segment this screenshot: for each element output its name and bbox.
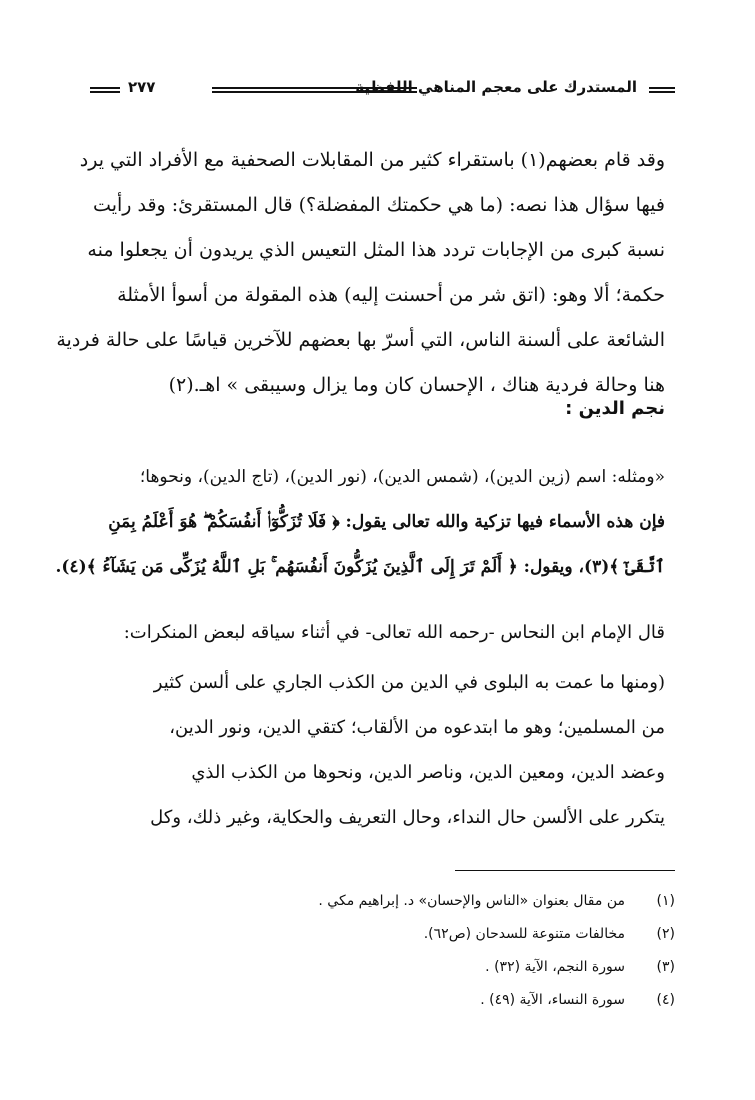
section-heading: نجم الدين : xyxy=(565,398,665,419)
quran-line: فإن هذه الأسماء فيها تزكية والله تعالى يقول: ﴿ فَلَا تُزَكُّوٓا۟ أَنفُسَكُمْ ۖ هُوَ أَعْلَمُ بِمَنِ xyxy=(108,512,665,532)
footnote-text: سورة النساء، الآية (٤٩) . xyxy=(480,992,625,1008)
text-line: قال الإمام ابن النحاس -رحمه الله تعالى- في أثناء سياقه لبعض المنكرات: xyxy=(123,622,665,643)
footnote xyxy=(115,893,675,926)
header-dash-left xyxy=(90,87,120,93)
footnote-separator xyxy=(455,870,675,871)
footnote xyxy=(115,992,675,1025)
text-line: نسبة كبرى من الإجابات تردد هذا المثل التعيس الذي يريدون أن يجعلوا منه xyxy=(87,239,665,261)
text-line: «ومثله: اسم (زين الدين)، (شمس الدين)، (نور الدين)، (تاج الدين)، ونحوها؛ xyxy=(139,467,665,487)
footnote-number: (٢) xyxy=(656,926,675,942)
footnote-text: سورة النجم، الآية (٣٢) . xyxy=(485,959,625,975)
text-line: الشائعة على ألسنة الناس، التي أسرّ بها بعضهم للآخرين قياسًا على حالة فردية xyxy=(56,329,665,351)
paragraph-2 xyxy=(55,455,665,590)
header-dash-right xyxy=(649,87,675,93)
footnote-number: (١) xyxy=(656,893,675,909)
quran-line: ٱتَّقَىٰٓ ﴾(٣)، ويقول: ﴿ أَلَمْ تَرَ إِلَى ٱلَّذِينَ يُزَكُّونَ أَنفُسَهُم ۚ بَلِ ٱللَّهُ يُزَكِّى مَن يَشَآءُ ﴾(٤). xyxy=(55,557,665,577)
footnote xyxy=(115,959,675,992)
page-header xyxy=(90,78,675,114)
paragraph-1 xyxy=(56,138,665,408)
page-number: ٢٧٧ xyxy=(128,78,156,96)
text-line: وعضد الدين، ومعين الدين، وناصر الدين، ونحوها من الكذب الذي xyxy=(191,762,665,783)
footnote-text: مخالفات متنوعة للسدحان (ص٦٢). xyxy=(423,926,625,942)
footnote xyxy=(115,926,675,959)
text-line: يتكرر على الألسن حال النداء، وحال التعريف والحكاية، وغير ذلك، وكل xyxy=(150,807,665,828)
text-line: (ومنها ما عمت به البلوى في الدين من الكذب الجاري على ألسن كثير xyxy=(153,672,665,693)
text-line: حكمة؛ ألا وهو: (اتق شر من أحسنت إليه) هذه المقولة من أسوأ الأمثلة xyxy=(117,284,665,306)
footnotes xyxy=(115,893,675,1025)
text-line: هنا وحالة فردية هناك ، الإحسان كان وما يزال وسيبقى » اهـ.(٢) xyxy=(168,374,665,396)
footnote-number: (٣) xyxy=(656,959,675,975)
running-title: المستدرك على معجم المناهي اللفظية xyxy=(355,78,637,96)
text-line: فيها سؤال هذا نصه: (ما هي حكمتك المفضلة؟) قال المستقرئ: وقد رأيت xyxy=(93,194,665,216)
footnote-text: من مقال بعنوان «الناس والإحسان» د. إبراهيم مكي . xyxy=(318,893,625,909)
footnote-number: (٤) xyxy=(656,992,675,1008)
header-rule xyxy=(212,87,417,93)
text-line: من المسلمين؛ وهو ما ابتدعوه من الألقاب؛ كتقي الدين، ونور الدين، xyxy=(169,717,665,738)
paragraph-4 xyxy=(65,660,665,840)
paragraph-3 xyxy=(65,610,665,655)
text-line: وقد قام بعضهم(١) باستقراء كثير من المقابلات الصحفية مع الأفراد التي يرد xyxy=(79,149,665,171)
